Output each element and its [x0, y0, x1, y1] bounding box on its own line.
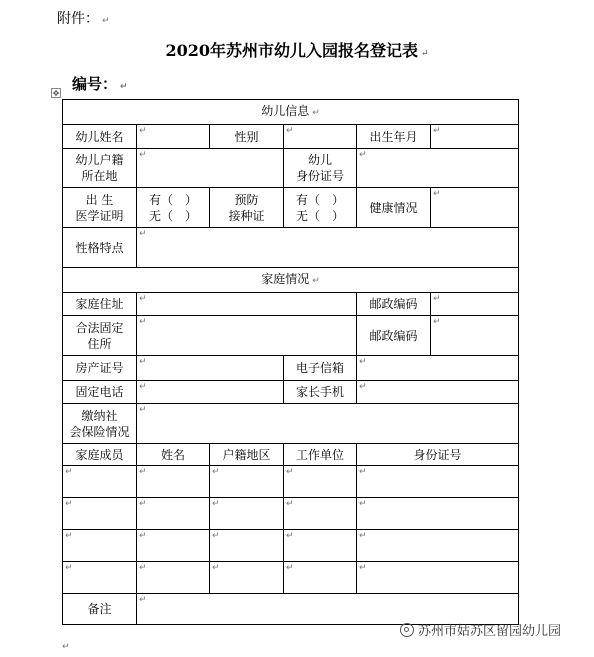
property-cert-field[interactable]: ↵ — [137, 356, 284, 381]
email-label: 电子信箱 — [284, 356, 357, 381]
child-info-header-row — [63, 100, 519, 125]
postcode-label-2: 邮政编码 — [357, 316, 431, 356]
parent-mobile-label: 家长手机 — [284, 381, 357, 404]
table-move-handle-icon[interactable]: ✥ — [52, 89, 60, 98]
household-area-header: 户籍地区 — [210, 444, 284, 466]
member-name-cell[interactable]: ↵ — [137, 530, 210, 562]
member-relation-cell[interactable]: ↵ — [63, 562, 137, 594]
table-row — [63, 498, 519, 530]
birth-date-field[interactable]: ↵ — [431, 125, 519, 149]
remarks-label: 备注 — [63, 594, 137, 625]
birth-date-label: 出生年月 — [357, 125, 431, 149]
postcode-label: 邮政编码 — [357, 293, 431, 316]
family-members-header-row — [63, 444, 519, 466]
insurance-field[interactable]: ↵ — [137, 404, 519, 444]
watermark — [400, 620, 561, 639]
remarks-field[interactable]: ↵ — [137, 594, 519, 625]
email-field[interactable]: ↵ — [357, 356, 519, 381]
landline-label: 固定电话 — [63, 381, 137, 404]
page-title: 2020年苏州市幼儿入园报名登记表 ↵ — [165, 41, 429, 60]
traits-label: 性格特点 — [63, 228, 137, 268]
member-relation-cell[interactable]: ↵ — [63, 530, 137, 562]
health-field[interactable]: ↵ — [431, 188, 519, 228]
vaccination-label: 预防 接种证 — [210, 188, 284, 228]
paragraph-mark: ↵ — [62, 642, 70, 652]
property-cert-label: 房产证号 — [63, 356, 137, 381]
table-row — [63, 316, 519, 356]
home-address-label: 家庭住址 — [63, 293, 137, 316]
table-row — [63, 530, 519, 562]
child-name-field[interactable]: ↵ — [137, 125, 210, 149]
family-info-header-row — [63, 268, 519, 293]
household-field[interactable]: ↵ — [137, 149, 284, 188]
child-name-label: 幼儿姓名 — [63, 125, 137, 149]
birth-cert-label: 出 生 医学证明 — [63, 188, 137, 228]
number-label: 编号： ↵ — [72, 75, 128, 93]
gender-label: 性别 — [210, 125, 284, 149]
postcode-field[interactable]: ↵ — [431, 293, 519, 316]
table-row — [63, 356, 519, 381]
member-name-cell[interactable]: ↵ — [137, 562, 210, 594]
landline-field[interactable]: ↵ — [137, 381, 284, 404]
member-id-cell[interactable]: ↵ — [357, 530, 519, 562]
member-name-cell[interactable]: ↵ — [137, 466, 210, 498]
id-number-header: 身份证号 — [357, 444, 519, 466]
member-name-cell[interactable]: ↵ — [137, 498, 210, 530]
table-row — [63, 149, 519, 188]
table-row — [63, 293, 519, 316]
member-area-cell[interactable]: ↵ — [210, 466, 284, 498]
member-work-cell[interactable]: ↵ — [284, 530, 357, 562]
member-area-cell[interactable]: ↵ — [210, 562, 284, 594]
home-address-field[interactable]: ↵ — [137, 293, 357, 316]
table-row — [63, 228, 519, 268]
member-area-cell[interactable]: ↵ — [210, 498, 284, 530]
table-row — [63, 188, 519, 228]
name-header: 姓名 — [137, 444, 210, 466]
member-relation-cell[interactable]: ↵ — [63, 466, 137, 498]
work-unit-header: 工作单位 — [284, 444, 357, 466]
member-work-cell[interactable]: ↵ — [284, 562, 357, 594]
residence-label: 合法固定 住所 — [63, 316, 137, 356]
member-id-cell[interactable]: ↵ — [357, 562, 519, 594]
vaccination-options[interactable]: 有（ ） 无（ ） — [284, 188, 357, 228]
member-area-cell[interactable]: ↵ — [210, 530, 284, 562]
member-relation-cell[interactable]: ↵ — [63, 498, 137, 530]
table-row — [63, 466, 519, 498]
family-members-header: 家庭成员 — [63, 444, 137, 466]
insurance-label: 缴纳社 会保险情况 — [63, 404, 137, 444]
registration-form-table — [62, 99, 519, 625]
family-info-section-title: 家庭情况 ↵ — [63, 268, 519, 293]
member-id-cell[interactable]: ↵ — [357, 466, 519, 498]
attachment-label: 附件： ↵ — [57, 11, 110, 27]
wechat-account-icon — [400, 623, 414, 637]
table-row — [63, 404, 519, 444]
child-info-section-title: 幼儿信息 ↵ — [63, 100, 519, 125]
member-work-cell[interactable]: ↵ — [284, 466, 357, 498]
traits-field[interactable]: ↵ — [137, 228, 519, 268]
member-id-cell[interactable]: ↵ — [357, 498, 519, 530]
table-row — [63, 381, 519, 404]
gender-field[interactable]: ↵ — [284, 125, 357, 149]
residence-field[interactable]: ↵ — [137, 316, 357, 356]
birth-cert-options[interactable]: 有（ ） 无（ ） — [137, 188, 210, 228]
parent-mobile-field[interactable]: ↵ — [357, 381, 519, 404]
table-row — [63, 562, 519, 594]
member-work-cell[interactable]: ↵ — [284, 498, 357, 530]
watermark-text: 苏州市姑苏区留园幼儿园 — [418, 624, 562, 639]
health-label: 健康情况 — [357, 188, 431, 228]
postcode-field-2[interactable]: ↵ — [431, 316, 519, 356]
child-id-field[interactable]: ↵ — [357, 149, 519, 188]
table-row — [63, 125, 519, 149]
child-id-label: 幼儿 身份证号 — [284, 149, 357, 188]
household-label: 幼儿户籍 所在地 — [63, 149, 137, 188]
